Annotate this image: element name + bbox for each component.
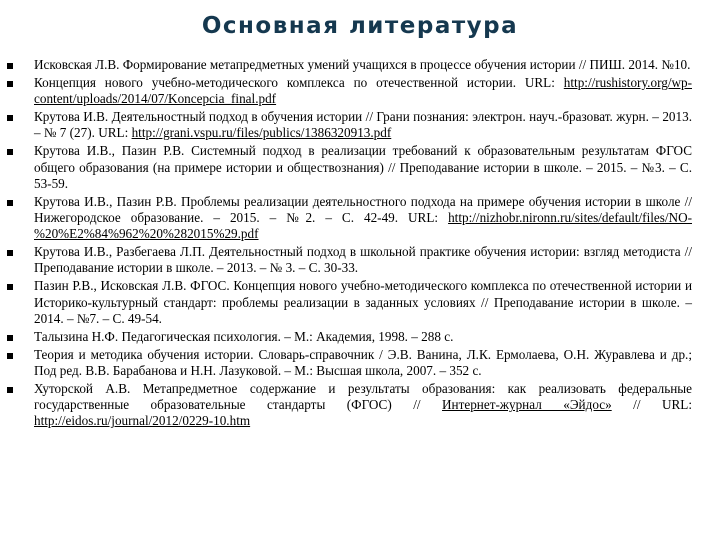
reference-text: Хуторской А.В. Метапредметное содержание и результаты образования: как реализовать федеральные государственные образовательные стандарты (ФГОС) // — [34, 381, 692, 413]
list-item — [34, 143, 692, 192]
square-bullet-icon — [7, 250, 13, 256]
list-item — [34, 244, 692, 276]
reference-text: // URL: — [611, 397, 692, 413]
reference-text: Теория и методика обучения истории. Словарь-справочник / Э.В. Ванина, Л.К. Ермолаева, О.Н. Журавлева и др.; Под ред. В.В. Барабанова и Н.Н. Лазуковой. – М.: Высшая школа, 2007. – 352 с. — [34, 346, 692, 379]
square-bullet-icon — [7, 335, 13, 341]
square-bullet-icon — [7, 387, 13, 393]
reference-text: Концепция нового учебно-методического комплекса по отечественной истории. URL: — [34, 75, 564, 90]
reference-link[interactable]: http://nizhobr.nironn.ru/sites/default/files/NO-%20%E2%84%962%20%282015%29.pdf — [34, 210, 692, 242]
reference-link[interactable]: http://rushistory.org/wp-content/uploads/2014/07/Koncepcia_final.pdf — [34, 75, 692, 107]
reference-text: Талызина Н.Ф. Педагогическая психология. – М.: Академия, 1998. – 288 с. — [34, 328, 454, 344]
list-item — [34, 75, 692, 107]
reference-link[interactable]: http://eidos.ru/journal/2012/0229-10.htm — [34, 413, 251, 429]
list-item — [34, 347, 692, 379]
reference-list — [34, 57, 692, 431]
square-bullet-icon — [7, 115, 13, 121]
reference-text: Крутова И.В., Пазин Р.В. Проблемы реализации деятельностного подхода на примере обучения истории в школе // Нижегородское образование. – 2015. – №2. – С. 42-49. URL: — [34, 193, 692, 226]
reference-text: Крутова И.В., Разбегаева Л.П. Деятельностный подход в школьной практике обучения истории: взгляд методиста // Преподавание истории в школе. – 2013. – № 3. – С. 30-33. — [34, 244, 692, 276]
reference-text: Пазин Р.В., Исковская Л.В. ФГОС. Концепция нового учебно-методического комплекса по отечественной истории и Историко-культурный стандарт: проблемы реализации в заданных условиях // Преподавание истории в школе. – 2014. – №7. – С. 49-54. — [34, 278, 692, 326]
journal-link[interactable]: Интернет-журнал «Эйдос» — [442, 397, 612, 413]
list-item — [34, 109, 692, 141]
reference-text: Крутова И.В. Деятельностный подход в обучения истории // Грани познания: электрон. науч.-бразоват. журн. – 2013. – № 7 (27). URL: — [34, 109, 692, 141]
reference-text: Исковская Л.В. Формирование метапредметных умений учащихся в процессе обучения истории // ПИШ. 2014. №10. — [34, 57, 691, 72]
square-bullet-icon — [7, 81, 13, 87]
list-item — [34, 381, 692, 430]
square-bullet-icon — [7, 63, 13, 69]
square-bullet-icon — [7, 353, 13, 359]
slide-title: Основная литература — [201, 13, 519, 39]
list-item — [34, 194, 692, 243]
list-item — [34, 57, 692, 73]
reference-link[interactable]: http://grani.vspu.ru/files/publics/1386320913.pdf — [131, 125, 392, 141]
reference-text: Крутова И.В., Пазин Р.В. Системный подход в реализации требований к образовательным результатам ФГОС общего образования (на примере истории и обществознания) // Преподавание истории в школе. – 2015. – №3. – С. 53-59. — [34, 143, 692, 191]
square-bullet-icon — [7, 200, 13, 206]
list-item — [34, 329, 692, 345]
square-bullet-icon — [7, 284, 13, 290]
list-item — [34, 278, 692, 327]
square-bullet-icon — [7, 149, 13, 155]
